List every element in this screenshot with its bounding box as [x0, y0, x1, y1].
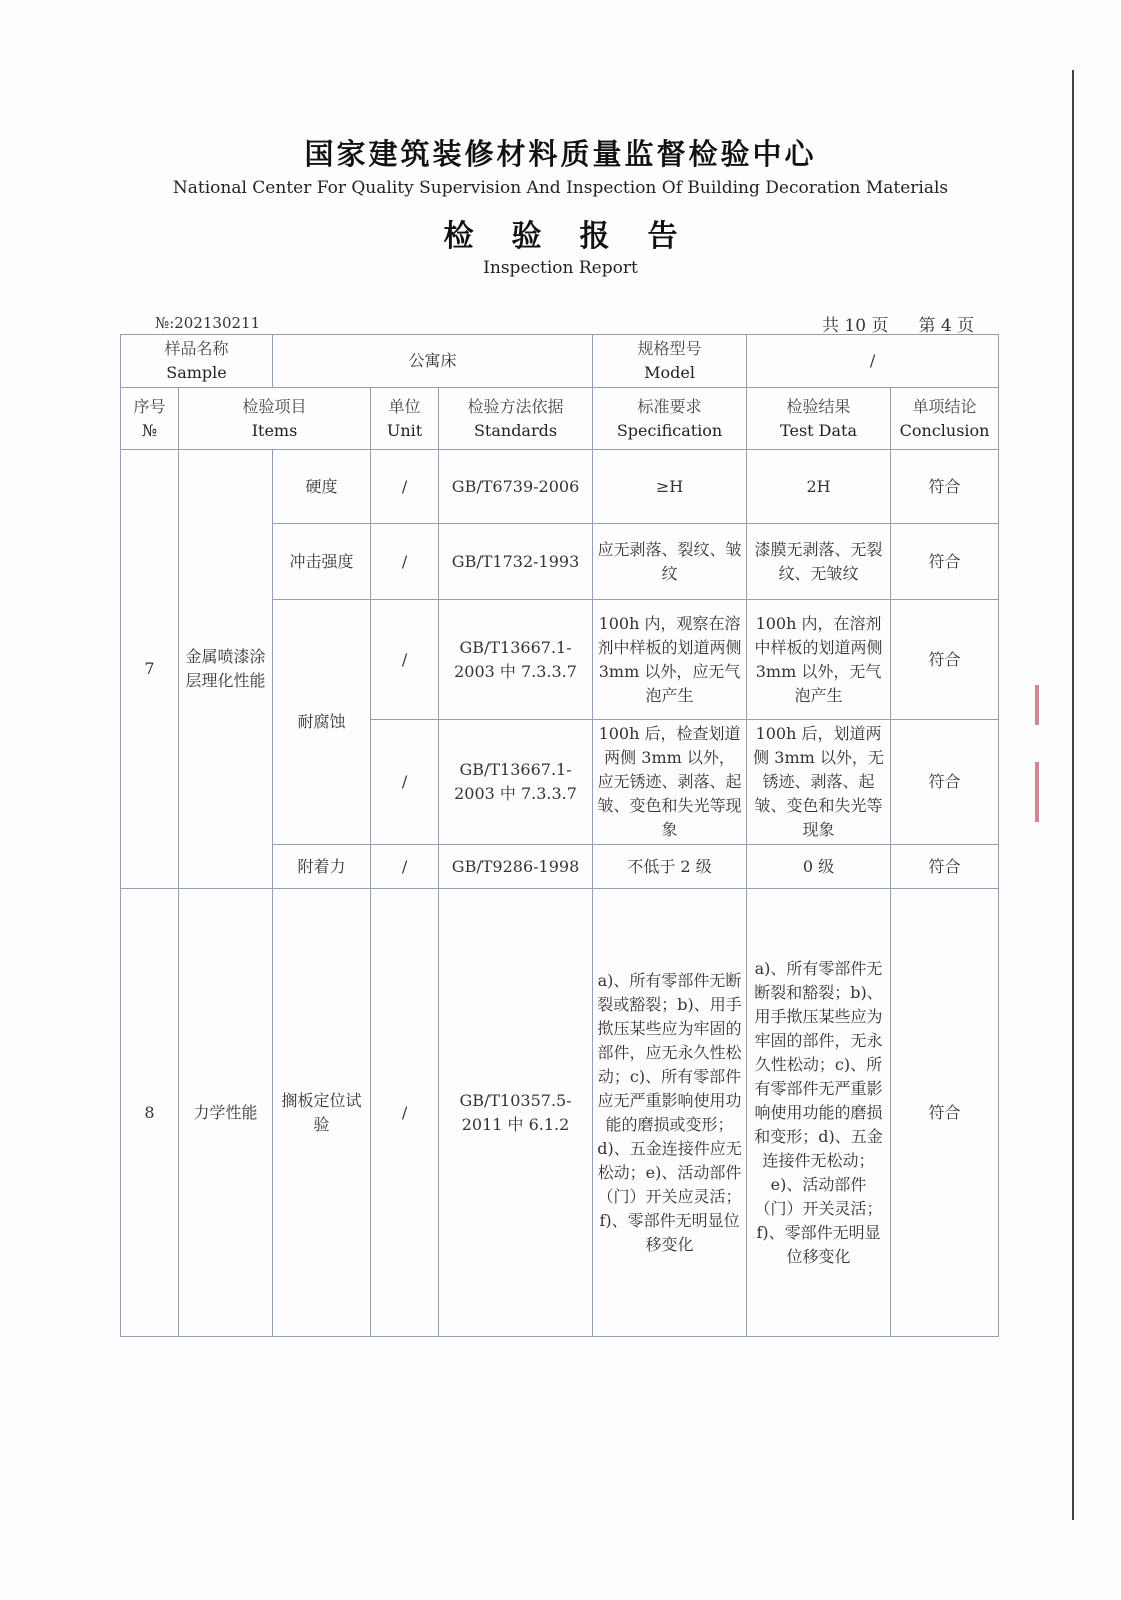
col-unit: 单位 Unit	[371, 388, 439, 450]
sample-value: 公寓床	[273, 335, 593, 388]
col-standards: 检验方法依据 Standards	[439, 388, 593, 450]
table-row	[121, 450, 999, 524]
item-name: 附着力	[273, 845, 371, 889]
standard-cell: GB/T13667.1-2003 中 7.3.3.7	[439, 720, 593, 845]
col-no: 序号 №	[121, 388, 179, 450]
table-row	[121, 889, 999, 1337]
conclusion-cell: 符合	[891, 845, 999, 889]
data-cell: a)、所有零部件无断裂和豁裂；b)、用手揿压某些应为牢固的部件，无永久性松动；c)、所有零部件无严重影响使用功能的磨损和变形；d)、五金连接件无松动；e)、活动部件（门）开关灵活；f)、零部件无明显位移变化	[747, 889, 891, 1337]
col-specification: 标准要求 Specification	[593, 388, 747, 450]
conclusion-cell: 符合	[891, 889, 999, 1337]
report-title-cn: 检验报告	[443, 219, 716, 254]
data-cell: 100h 后，划道两侧 3mm 以外，无锈迹、剥落、起皱、变色和失光等现象	[747, 720, 891, 845]
conclusion-cell: 符合	[891, 720, 999, 845]
group-no: 7	[121, 450, 179, 889]
scan-edge-mark	[1035, 685, 1039, 725]
unit-cell: /	[371, 524, 439, 600]
sample-label: 样品名称 Sample	[121, 335, 273, 388]
data-cell: 0 级	[747, 845, 891, 889]
data-cell: 100h 内，在溶剂中样板的划道两侧 3mm 以外，无气泡产生	[747, 600, 891, 720]
data-cell: 漆膜无剥落、无裂纹、无皱纹	[747, 524, 891, 600]
column-header-row	[121, 388, 999, 450]
inspection-table	[120, 334, 999, 1337]
group-category: 金属喷漆涂层理化性能	[179, 450, 273, 889]
org-name-cn: 国家建筑装修材料质量监督检验中心	[304, 137, 817, 171]
standard-cell: GB/T10357.5-2011 中 6.1.2	[439, 889, 593, 1337]
spec-cell: 不低于 2 级	[593, 845, 747, 889]
unit-cell: /	[371, 600, 439, 720]
report-title-en: Inspection Report	[483, 258, 638, 278]
col-items: 检验项目 Items	[179, 388, 371, 450]
spec-cell: ≥H	[593, 450, 747, 524]
unit-cell: /	[371, 845, 439, 889]
spec-cell: 100h 后，检查划道两侧 3mm 以外，应无锈迹、剥落、起皱、变色和失光等现象	[593, 720, 747, 845]
report-number: №:202130211	[155, 314, 261, 332]
group-no: 8	[121, 889, 179, 1337]
item-name: 冲击强度	[273, 524, 371, 600]
page-number: 第 4 页	[918, 316, 975, 336]
group-category: 力学性能	[179, 889, 273, 1337]
col-conclusion: 单项结论 Conclusion	[891, 388, 999, 450]
unit-cell: /	[371, 720, 439, 845]
unit-cell: /	[371, 889, 439, 1337]
total-pages: 共 10 页	[822, 316, 889, 336]
conclusion-cell: 符合	[891, 524, 999, 600]
spec-cell: 应无剥落、裂纹、皱纹	[593, 524, 747, 600]
data-cell: 2H	[747, 450, 891, 524]
unit-cell: /	[371, 450, 439, 524]
item-name: 耐腐蚀	[273, 600, 371, 845]
page-indicator	[822, 311, 974, 336]
org-name-en: National Center For Quality Supervision And Inspection Of Building Decoration Materials	[172, 178, 949, 198]
conclusion-cell: 符合	[891, 600, 999, 720]
item-name: 搁板定位试验	[273, 889, 371, 1337]
scan-edge-mark	[1035, 762, 1039, 822]
scan-edge-rule	[1072, 70, 1074, 1520]
standard-cell: GB/T1732-1993	[439, 524, 593, 600]
spec-cell: 100h 内，观察在溶剂中样板的划道两侧 3mm 以外，应无气泡产生	[593, 600, 747, 720]
standard-cell: GB/T6739-2006	[439, 450, 593, 524]
standard-cell: GB/T9286-1998	[439, 845, 593, 889]
spec-cell: a)、所有零部件无断裂或豁裂；b)、用手揿压某些应为牢固的部件，应无永久性松动；c)、所有零部件应无严重影响使用功能的磨损或变形；d)、五金连接件应无松动；e)、活动部件（门）开关应灵活；f)、零部件无明显位移变化	[593, 889, 747, 1337]
model-label: 规格型号 Model	[593, 335, 747, 388]
sample-row	[121, 335, 999, 388]
standard-cell: GB/T13667.1-2003 中 7.3.3.7	[439, 600, 593, 720]
conclusion-cell: 符合	[891, 450, 999, 524]
model-value: /	[747, 335, 999, 388]
col-test-data: 检验结果 Test Data	[747, 388, 891, 450]
item-name: 硬度	[273, 450, 371, 524]
